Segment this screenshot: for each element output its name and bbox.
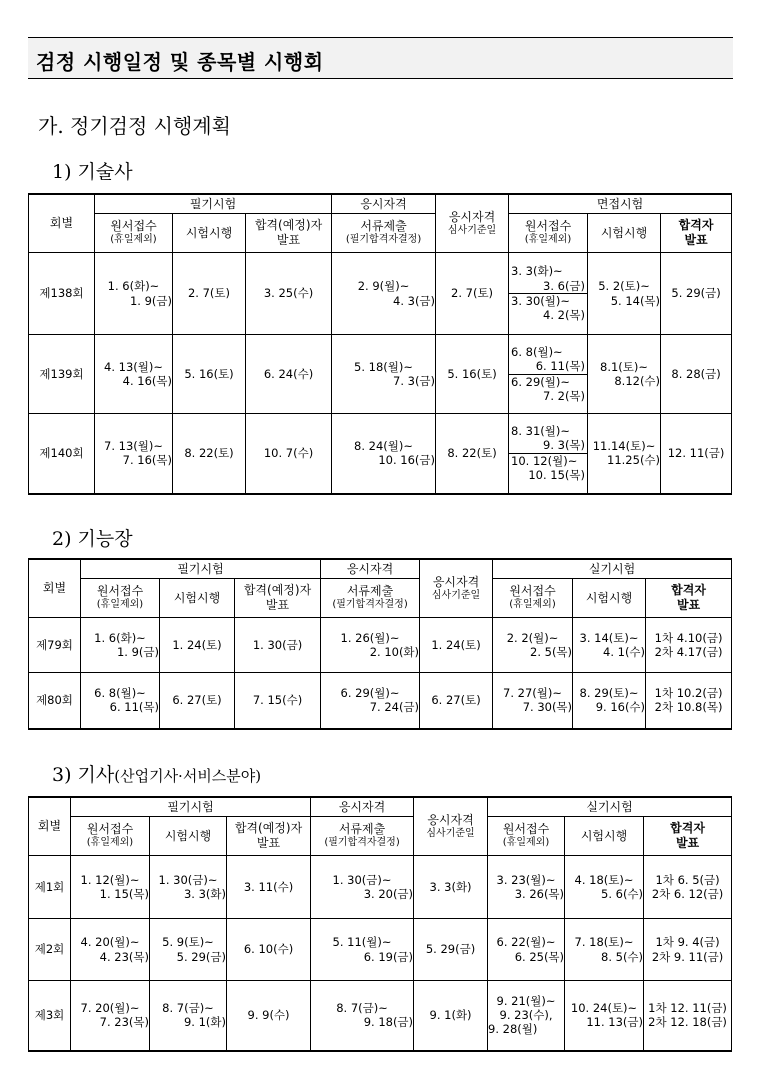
header-round: 회별 <box>29 194 95 253</box>
header-app: 원서접수 (휴일제외) <box>509 214 588 253</box>
standard-cell: 8. 22(토) <box>436 414 509 494</box>
written-app-cell: 4. 20(월)~ 4. 23(목) <box>71 919 150 981</box>
table-row <box>29 673 732 729</box>
header-qual-standard: 응시자격 심사기준일 <box>414 797 488 856</box>
interview-exam-cell: 5. 2(토)~ 5. 14(목) <box>588 253 661 335</box>
header-pass-expect: 합격(예정)자 발표 <box>235 579 321 618</box>
header-practical: 실기시험 <box>493 559 732 579</box>
doc-cell: 2. 9(월)~ 4. 3(금) <box>332 253 436 335</box>
header-pass: 합격자 발표 <box>646 579 732 618</box>
written-app-cell: 1. 6(화)~ 1. 9(금) <box>95 253 173 335</box>
header-round: 회별 <box>29 797 71 856</box>
interview-app-cell: 3. 3(화)~ 3. 6(금) 3. 30(월)~ 4. 2(목) <box>509 253 588 335</box>
round-cell: 제138회 <box>29 253 95 335</box>
table-technician <box>28 796 732 1052</box>
practical-exam-cell: 3. 14(토)~ 4. 1(수) <box>573 618 646 673</box>
round-cell: 제1회 <box>29 856 71 919</box>
doc-cell: 5. 11(월)~ 6. 19(금) <box>311 919 414 981</box>
doc-cell: 6. 29(월)~ 7. 24(금) <box>321 673 420 729</box>
header-exam: 시험시행 <box>565 817 644 856</box>
practical-pass-cell: 1차 12. 11(금) 2차 12. 18(금) <box>644 981 732 1051</box>
doc-cell: 8. 7(금)~ 9. 18(금) <box>311 981 414 1051</box>
table3-heading: 3) 기사(산업기사·서비스분야) <box>52 764 262 786</box>
standard-cell: 9. 1(화) <box>414 981 488 1051</box>
standard-cell: 6. 27(토) <box>420 673 493 729</box>
practical-app-cell: 3. 23(월)~ 3. 26(목) <box>488 856 565 919</box>
practical-pass-cell: 1차 4.10(금) 2차 4.17(금) <box>646 618 732 673</box>
table-row <box>29 856 732 919</box>
header-qual: 응시자격 <box>332 194 436 214</box>
practical-pass-cell: 1차 9. 4(금) 2차 9. 11(금) <box>644 919 732 981</box>
header-doc: 서류제출 (필기합격자결정) <box>321 579 420 618</box>
interview-app-cell: 8. 31(월)~ 9. 3(목) 10. 12(월)~ 10. 15(목) <box>509 414 588 494</box>
header-doc: 서류제출 (필기합격자결정) <box>332 214 436 253</box>
practical-pass-cell: 1차 6. 5(금) 2차 6. 12(금) <box>644 856 732 919</box>
header-pass-expect: 합격(예정)자 발표 <box>227 817 311 856</box>
practical-app-cell: 7. 27(월)~ 7. 30(목) <box>493 673 573 729</box>
table-row <box>29 618 732 673</box>
header-interview: 면접시험 <box>509 194 732 214</box>
header-exam: 시험시행 <box>588 214 661 253</box>
practical-pass-cell: 1차 10.2(금) 2차 10.8(목) <box>646 673 732 729</box>
header-exam: 시험시행 <box>573 579 646 618</box>
header-practical: 실기시험 <box>488 797 732 817</box>
round-cell: 제80회 <box>29 673 81 729</box>
header-doc: 서류제출 (필기합격자결정) <box>311 817 414 856</box>
written-exam-cell: 8. 22(토) <box>173 414 246 494</box>
table-craftsman <box>28 558 732 730</box>
written-app-cell: 6. 8(월)~ 6. 11(목) <box>81 673 160 729</box>
practical-app-cell: 9. 21(월)~ 9. 23(수), 9. 28(월) <box>488 981 565 1051</box>
header-qual-standard: 응시자격 심사기준일 <box>420 559 493 618</box>
header-app: 원서접수 (휴일제외) <box>81 579 160 618</box>
page-title: 검정 시행일정 및 종목별 시행회 <box>36 50 324 74</box>
interview-pass-cell: 8. 28(금) <box>661 335 732 414</box>
interview-pass-cell: 5. 29(금) <box>661 253 732 335</box>
header-written: 필기시험 <box>71 797 311 817</box>
practical-exam-cell: 10. 24(토)~ 11. 13(금) <box>565 981 644 1051</box>
header-pass: 합격자 발표 <box>644 817 732 856</box>
header-pass-expect: 합격(예정)자 발표 <box>246 214 332 253</box>
header-exam: 시험시행 <box>160 579 235 618</box>
table-row <box>29 919 732 981</box>
header-qual-standard: 응시자격 심사기준일 <box>436 194 509 253</box>
standard-cell: 2. 7(토) <box>436 253 509 335</box>
round-cell: 제2회 <box>29 919 71 981</box>
header-app: 원서접수 (휴일제외) <box>488 817 565 856</box>
doc-cell: 8. 24(월)~ 10. 16(금) <box>332 414 436 494</box>
practical-exam-cell: 4. 18(토)~ 5. 6(수) <box>565 856 644 919</box>
header-app: 원서접수 (휴일제외) <box>493 579 573 618</box>
doc-cell: 1. 26(월)~ 2. 10(화) <box>321 618 420 673</box>
written-exam-cell: 1. 24(토) <box>160 618 235 673</box>
written-exam-cell: 2. 7(토) <box>173 253 246 335</box>
header-exam: 시험시행 <box>173 214 246 253</box>
written-pass-cell: 6. 10(수) <box>227 919 311 981</box>
table-row <box>29 414 732 494</box>
written-pass-cell: 3. 11(수) <box>227 856 311 919</box>
table-engineer <box>28 193 732 495</box>
written-app-cell: 4. 13(월)~ 4. 16(목) <box>95 335 173 414</box>
table-row <box>29 253 732 335</box>
written-pass-cell: 6. 24(수) <box>246 335 332 414</box>
written-exam-cell: 1. 30(금)~ 3. 3(화) <box>150 856 227 919</box>
written-exam-cell: 5. 16(토) <box>173 335 246 414</box>
practical-exam-cell: 8. 29(토)~ 9. 16(수) <box>573 673 646 729</box>
doc-cell: 1. 30(금)~ 3. 20(금) <box>311 856 414 919</box>
standard-cell: 1. 24(토) <box>420 618 493 673</box>
header-exam: 시험시행 <box>150 817 227 856</box>
written-pass-cell: 10. 7(수) <box>246 414 332 494</box>
round-cell: 제79회 <box>29 618 81 673</box>
practical-app-cell: 6. 22(월)~ 6. 25(목) <box>488 919 565 981</box>
written-pass-cell: 3. 25(수) <box>246 253 332 335</box>
header-app: 원서접수 (휴일제외) <box>95 214 173 253</box>
header-qual: 응시자격 <box>311 797 414 817</box>
interview-exam-cell: 11.14(토)~ 11.25(수) <box>588 414 661 494</box>
header-written: 필기시험 <box>95 194 332 214</box>
round-cell: 제140회 <box>29 414 95 494</box>
written-app-cell: 7. 13(월)~ 7. 16(목) <box>95 414 173 494</box>
practical-app-cell: 2. 2(월)~ 2. 5(목) <box>493 618 573 673</box>
table1-heading: 1) 기술사 <box>52 161 133 183</box>
written-pass-cell: 9. 9(수) <box>227 981 311 1051</box>
written-pass-cell: 7. 15(수) <box>235 673 321 729</box>
written-app-cell: 7. 20(월)~ 7. 23(목) <box>71 981 150 1051</box>
written-app-cell: 1. 6(화)~ 1. 9(금) <box>81 618 160 673</box>
practical-exam-cell: 7. 18(토)~ 8. 5(수) <box>565 919 644 981</box>
written-exam-cell: 5. 9(토)~ 5. 29(금) <box>150 919 227 981</box>
interview-pass-cell: 12. 11(금) <box>661 414 732 494</box>
doc-cell: 5. 18(월)~ 7. 3(금) <box>332 335 436 414</box>
round-cell: 제139회 <box>29 335 95 414</box>
table-row <box>29 981 732 1051</box>
header-written: 필기시험 <box>81 559 321 579</box>
round-cell: 제3회 <box>29 981 71 1051</box>
written-app-cell: 1. 12(월)~ 1. 15(목) <box>71 856 150 919</box>
table-row <box>29 335 732 414</box>
interview-app-cell: 6. 8(월)~ 6. 11(목) 6. 29(월)~ 7. 2(목) <box>509 335 588 414</box>
header-round: 회별 <box>29 559 81 618</box>
header-app: 원서접수 (휴일제외) <box>71 817 150 856</box>
table2-heading: 2) 기능장 <box>52 528 133 550</box>
standard-cell: 5. 29(금) <box>414 919 488 981</box>
written-pass-cell: 1. 30(금) <box>235 618 321 673</box>
page-title-bar <box>28 37 733 79</box>
section-heading: 가. 정기검정 시행계획 <box>38 114 231 138</box>
standard-cell: 5. 16(토) <box>436 335 509 414</box>
header-qual: 응시자격 <box>321 559 420 579</box>
written-exam-cell: 6. 27(토) <box>160 673 235 729</box>
standard-cell: 3. 3(화) <box>414 856 488 919</box>
interview-exam-cell: 8.1(토)~ 8.12(수) <box>588 335 661 414</box>
header-pass: 합격자 발표 <box>661 214 732 253</box>
written-exam-cell: 8. 7(금)~ 9. 1(화) <box>150 981 227 1051</box>
